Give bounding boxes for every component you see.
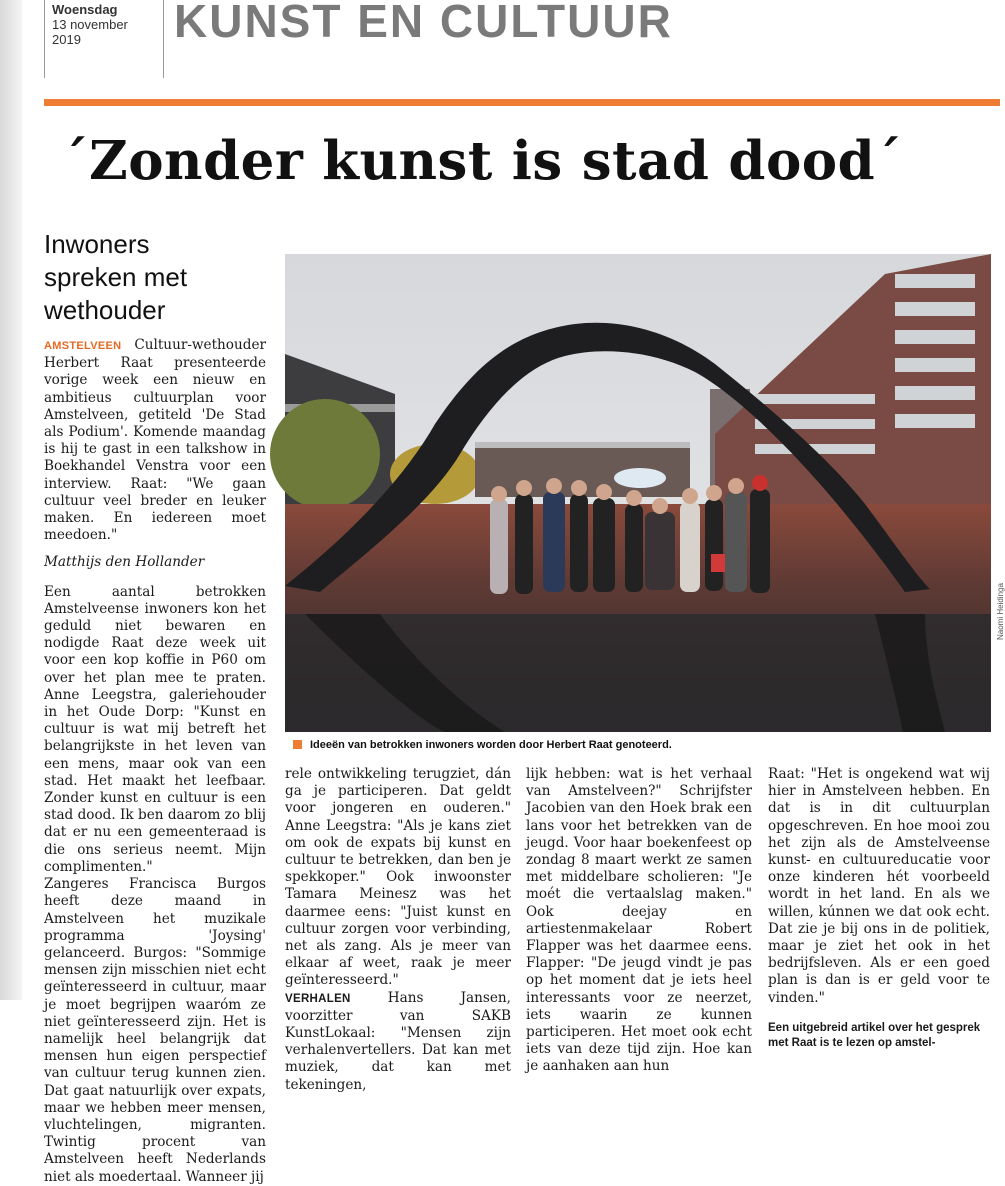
photo-credit: Naomi Heidinga	[996, 583, 1005, 640]
issue-date-text: 13 november	[52, 17, 128, 32]
page-edge-shadow	[0, 0, 22, 1000]
article-column-3	[526, 766, 752, 1076]
lead-paragraph: Cultuur-wethouder Herbert Raat presenteerde vorige week een nieuw en ambitieus cultuurplan voor Amstelveen, getiteld 'De Stad als Podium'. Komende maandag is hij te gast in een talkshow in Boekhandel Venstra voor een interview. Raat: "We gaan cultuur veel breder en leuker maken. En iedereen moet meedoen."	[44, 337, 266, 544]
body-paragraph: Een aantal betrokken Amstelveense inwoners kon het geduld niet bewaren en nodigde Raat deze week uit voor een kop koffie in P60 om over het plan mee te praten. Anne Leegstra, galeriehouder in het Oude Dorp: "Kunst en cultuur is wat mij betreft het belangrijkste in het leven van een mens, maar ook van een stad. Het maakt het leefbaar. Zonder kunst en cultuur is een stad dood. Ik ben daarom zo blij dat er nu een gemeenteraad is die ons serieus neemt. Mijn complimenten."	[44, 583, 266, 875]
body-paragraph: rele ontwikkeling terugziet, dán ga je participeren. Dat geldt voor jongeren en ouderen." Anne Leegstra: "Als je kans ziet om ook de expats bij kunst en cultuur te betrekken, dan ben je spekkoper." Ook inwoonster Tamara Meinesz was het daarmee eens: "Juist kunst en cultuur zorgen voor verbinding, net als zang. Als je meer van elkaar af weet, raak je meer geïnteresseerd."	[285, 766, 511, 989]
body-paragraph: Hans Jansen, voorzitter van SAKB KunstLokaal: "Mensen zijn verhalenvertellers. Dat kan met muziek, dat kan met tekeningen,	[285, 989, 511, 1093]
section-rule	[44, 99, 1000, 106]
body-paragraph: Raat: "Het is ongekend wat wij hier in Amstelveen hebben. En dat is in dit cultuurplan opgeschreven. En hoe mooi zou het zijn als de Amstelveense kunst- en cultuureducatie voor onze kinderen hét voorbeeld wordt in het land. En als we willen, kúnnen we dat ook echt. Dat zie je bij ons in de politiek, maar je ziet het ook in het bedrijfsleven. Als er een goed plan is dan is er geld voor te vinden."	[768, 766, 990, 1006]
article-photo	[285, 254, 991, 732]
caption-marker	[293, 740, 302, 749]
header-divider	[163, 0, 164, 78]
read-more-note: Een uitgebreid artikel over het gesprek met Raat is te lezen op amstel-	[768, 1021, 981, 1049]
issue-date	[52, 2, 162, 47]
section-title: KUNST EN CULTUUR	[174, 0, 673, 47]
subhead-line: wethouder	[44, 295, 166, 325]
intertitle-kicker: VERHALEN	[285, 992, 351, 1005]
photo-arch-sculpture	[285, 254, 991, 732]
dateline-kicker: AMSTELVEEN	[44, 340, 122, 352]
subhead-line: spreken met	[44, 262, 188, 292]
article-column-4	[768, 766, 990, 1051]
article-column-2	[285, 766, 511, 1094]
headline: ´Zonder kunst is stad dood´	[62, 130, 903, 192]
byline: Matthijs den Hollander	[44, 554, 205, 571]
body-paragraph: Zangeres Francisca Burgos heeft deze maand in Amstelveen het muzikale programma 'Joysing' gelanceerd. Burgos: "Sommige mensen zijn misschien niet echt geïnteresseerd in cultuur, maar je moet begrijpen waaróm ze niet geïnteresseerd zijn. Het is namelijk heel belangrijk dat mensen hun eigen perspectief van cultuur terug kunnen zien. Dat gaat natuurlijk over expats, maar we hebben meer mensen, vluchtelingen, migranten. Twintig procent van Amstelveen heeft Nederlands niet als moedertaal. Wanneer jij	[44, 876, 266, 1185]
article-column-1	[44, 337, 266, 1186]
subheadline	[44, 228, 244, 327]
issue-day: Woensdag	[52, 2, 118, 17]
photo-caption: Ideeën van betrokken inwoners worden door Herbert Raat genoteerd.	[310, 739, 672, 751]
issue-year: 2019	[52, 32, 81, 47]
body-paragraph: lijk hebben: wat is het verhaal van Amstelveen?" Schrijfster Jacobien van den Hoek brak een lans voor het betrekken van de jeugd. Voor haar boekenfeest op zondag 8 maart werkt ze samen met middelbare scholieren: "Je moét die vertaalslag maken." Ook deejay en artiestenmakelaar Robert Flapper was het daarmee eens. Flapper: "De jeugd vindt je pas op het moment dat je iets heel interessants voor ze neerzet, iets waarin ze kunnen participeren. Het moet ook echt iets van deze tijd zijn. Hoe kan je aanhaken aan hun	[526, 766, 752, 1075]
subhead-line: Inwoners	[44, 229, 150, 259]
header-divider	[44, 0, 45, 78]
